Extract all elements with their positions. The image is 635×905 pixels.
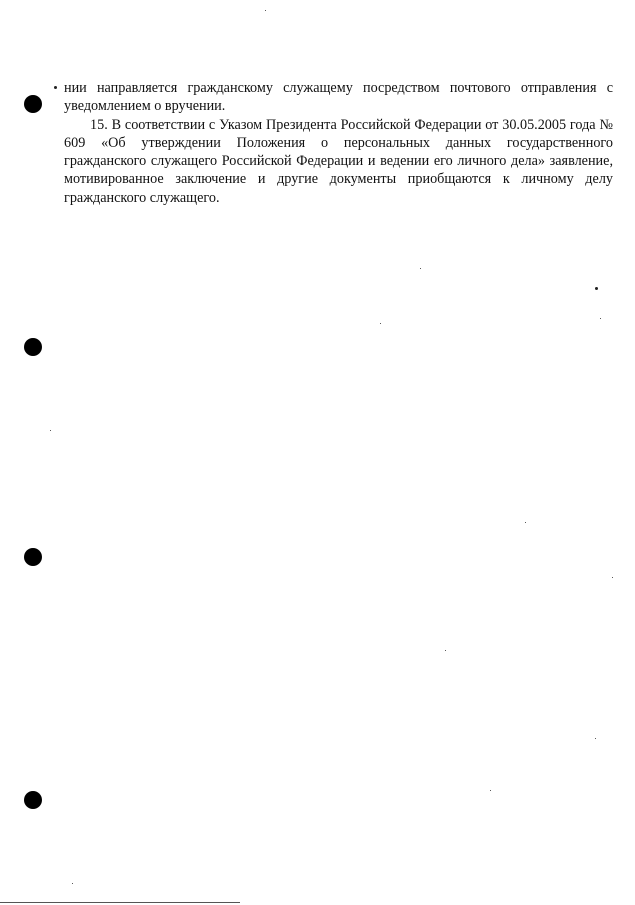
page-bottom-edge xyxy=(0,902,240,903)
punch-hole-1 xyxy=(24,95,42,113)
scan-speck xyxy=(265,10,266,11)
scan-speck xyxy=(72,883,73,884)
scan-speck xyxy=(380,323,381,324)
document-body xyxy=(64,79,613,207)
scan-speck xyxy=(600,318,601,319)
scan-speck xyxy=(490,790,491,791)
scan-speck xyxy=(50,430,51,431)
scan-speck xyxy=(54,86,57,89)
paragraph-continuation: нии направляется гражданскому служащему посредством почтового отправления с уведомлением о вручении. xyxy=(64,80,613,115)
scan-speck xyxy=(595,738,596,739)
paragraph-15: 15. В соответствии с Указом Президента Российской Федерации от 30.05.2005 года № 609 «Об утверждении Положения о персональных данных государственного гражданского служащего Российской Федерации и ведении его личного дела» заявление, мотивированное заключение и другие документы приобщаются к личному делу гражданского служащего. xyxy=(64,116,613,206)
scan-speck xyxy=(420,268,421,269)
scan-speck xyxy=(525,522,526,523)
scan-speck xyxy=(445,650,446,651)
scan-speck xyxy=(612,577,613,578)
scan-speck xyxy=(595,287,598,290)
punch-hole-3 xyxy=(24,548,42,566)
punch-hole-4 xyxy=(24,791,42,809)
punch-hole-2 xyxy=(24,338,42,356)
